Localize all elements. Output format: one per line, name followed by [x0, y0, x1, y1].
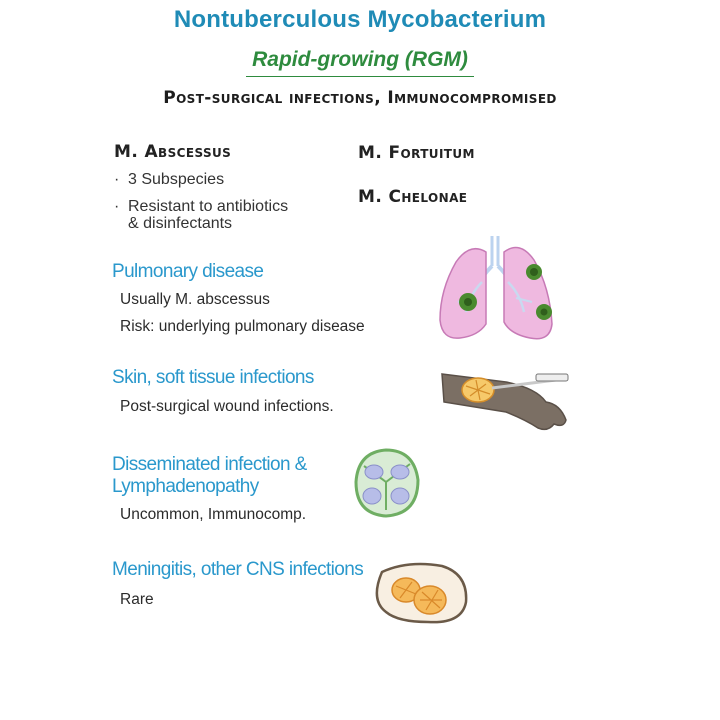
section-pulmonary-line-2: Risk: underlying pulmonary disease [120, 318, 365, 335]
page-title: Nontuberculous Mycobacterium [173, 6, 547, 33]
subtitle-underline [246, 76, 474, 77]
species-abscessus-name: M. Abscessus [114, 142, 232, 162]
section-heading-skin: Skin, soft tissue infections [112, 367, 314, 388]
bullet-dot: · [114, 171, 120, 188]
brain-icon [368, 560, 472, 626]
page-subtitle: Rapid-growing (RGM) [252, 48, 468, 71]
section-heading-meningitis: Meningitis, other CNS infections [112, 559, 364, 580]
species-chelonae-name: M. Chelonae [358, 187, 468, 207]
section-heading-lymphadenopathy: Lymphadenopathy [112, 476, 259, 497]
abscessus-bullet-2-cont: & disinfectants [128, 215, 233, 232]
section-pulmonary-line-1: Usually M. abscessus [120, 291, 270, 308]
section-meningitis-line-1: Rare [120, 591, 154, 608]
section-skin-line-1: Post-surgical wound infections. [120, 398, 334, 415]
section-heading-disseminated: Disseminated infection & [112, 454, 307, 475]
context-line: Post-surgical infections, Immunocompromised [163, 88, 557, 108]
arm-scalpel-icon [436, 362, 574, 448]
lungs-icon [430, 232, 560, 348]
species-fortuitum-name: M. Fortuitum [358, 143, 475, 163]
abscessus-bullet-1 [114, 170, 224, 189]
lymph-node-icon [352, 446, 422, 520]
abscessus-bullet-2-text: Resistant to antibiotics [128, 198, 289, 215]
section-disseminated-line-1: Uncommon, Immunocomp. [120, 506, 307, 523]
bullet-dot: · [114, 198, 120, 215]
section-heading-pulmonary: Pulmonary disease [112, 261, 264, 282]
abscessus-bullet-1-text: 3 Subspecies [128, 171, 225, 188]
